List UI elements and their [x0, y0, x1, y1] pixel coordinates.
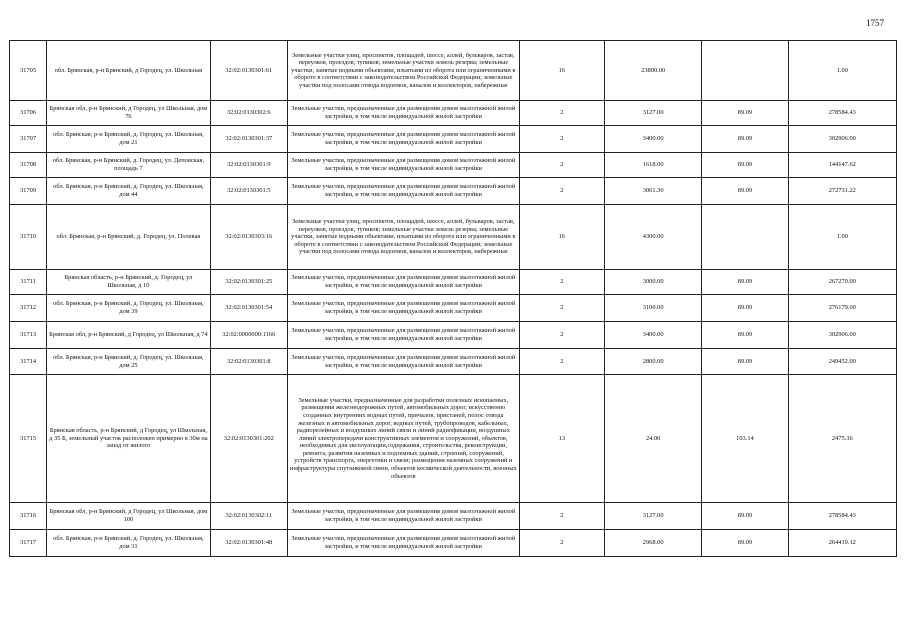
- record-id-cell: 31716: [10, 503, 47, 530]
- cadastral-number-cell: 32:02:0130301:8: [210, 349, 287, 375]
- rate-cell: 89.09: [702, 349, 788, 375]
- rate-cell: 89.09: [702, 153, 788, 178]
- land-use-cell: Земельные участки, предназначенные для разработки полезных ископаемых, размещения железнодорожных путей, автомобильных дорог, искусственно созданных внутренних водных путей, причалов, пристаней, полос отвода железных и автомобильных дорог, водных путей, трубопроводов, кабельных, радиорелейных и воздушных линий связи и линий радиофикации, воздушных линий электропередачи конструктивных элементов и сооружений, объектов, необходимых для эксплуатации,содержания, строительства, реконструкции, ремонта, развития наземных и подземных зданий, строений, сооружений, устройств транспорта, энергетики и связи; размещения наземных сооружений и инфраструктуры спутниковой связи, объектов космической деятельности, военных объектов: [287, 375, 519, 503]
- record-id-cell: 31715: [10, 375, 47, 503]
- cadastral-value-cell: 272731.22: [788, 178, 896, 205]
- group-cell: 13: [519, 375, 604, 503]
- cadastral-value-cell: 267270.00: [788, 270, 896, 295]
- record-id-cell: 31708: [10, 153, 47, 178]
- record-id-cell: 31711: [10, 270, 47, 295]
- cadastral-value-cell: 302906.00: [788, 126, 896, 153]
- area-cell: 3127.00: [604, 101, 701, 126]
- cadastral-number-cell: 32:02:0130301:54: [210, 295, 287, 322]
- area-cell: 24.00: [604, 375, 701, 503]
- table-row: [10, 153, 897, 178]
- area-cell: 3061.30: [604, 178, 701, 205]
- cadastral-value-cell: 2475.36: [788, 375, 896, 503]
- cadastral-value-table: [9, 40, 897, 557]
- address-cell: обл. Брянская, р-н Брянский, д. Городец, ул. Деповская, площадь 7: [47, 153, 211, 178]
- cadastral-value-cell: 1.00: [788, 41, 896, 101]
- address-cell: Брянская область, р-н Брянский, д. Городец, ул Школьная, д 10: [47, 270, 211, 295]
- area-cell: 3100.00: [604, 295, 701, 322]
- address-cell: обл. Брянская, р-н Брянский, д. Городец, ул. Школьная, дом 44: [47, 178, 211, 205]
- table-row: [10, 101, 897, 126]
- rate-cell: 89.09: [702, 503, 788, 530]
- table-row: [10, 126, 897, 153]
- address-cell: Брянская обл, р-н Брянский, д Городец, ул Школьная, д 74: [47, 322, 211, 349]
- address-cell: обл. Брянская, р-н Брянский, д. Городец, ул. Школьная, дом 21: [47, 126, 211, 153]
- cadastral-number-cell: 32:02:0130301:48: [210, 530, 287, 557]
- land-use-cell: Земельные участки, предназначенные для размещения домов малоэтажной жилой застройки, в том числе индивидуальной жилой застройки: [287, 322, 519, 349]
- rate-cell: [702, 205, 788, 270]
- table-row: [10, 270, 897, 295]
- land-use-cell: Земельные участки, предназначенные для размещения домов малоэтажной жилой застройки, в том числе индивидуальной жилой застройки: [287, 153, 519, 178]
- record-id-cell: 31705: [10, 41, 47, 101]
- rate-cell: 89.09: [702, 270, 788, 295]
- group-cell: 2: [519, 178, 604, 205]
- cadastral-value-cell: 249452.00: [788, 349, 896, 375]
- group-cell: 2: [519, 270, 604, 295]
- record-id-cell: 31709: [10, 178, 47, 205]
- rate-cell: 89.09: [702, 101, 788, 126]
- record-id-cell: 31706: [10, 101, 47, 126]
- land-use-cell: Земельные участки, предназначенные для размещения домов малоэтажной жилой застройки, в том числе индивидуальной жилой застройки: [287, 178, 519, 205]
- cadastral-value-cell: 264419.12: [788, 530, 896, 557]
- land-use-cell: Земельные участки улиц, проспектов, площадей, шоссе, аллей, бульваров, застав, переулков, проездов, тупиков; земельные участки земель резерва; земельные участки, занятые водными объектами, изъятыми из оборота или ограниченными в обороте в соответствии с законодательством Российской Федерации; земельные участки под полосами отвода водоемов, каналов и коллекторов, набережные: [287, 205, 519, 270]
- area-cell: 2800.00: [604, 349, 701, 375]
- rate-cell: 89.09: [702, 126, 788, 153]
- area-cell: 3000.00: [604, 270, 701, 295]
- group-cell: 16: [519, 205, 604, 270]
- cadastral-number-cell: 32:02:0130301:9: [210, 153, 287, 178]
- cadastral-value-cell: 144147.62: [788, 153, 896, 178]
- rate-cell: 89.09: [702, 322, 788, 349]
- area-cell: 3400.00: [604, 126, 701, 153]
- cadastral-number-cell: 32:02:0000000:1166: [210, 322, 287, 349]
- address-cell: обл. Брянская, р-н Брянский, д. Городец, ул. Школьная, дом 25: [47, 349, 211, 375]
- rate-cell: 89.09: [702, 530, 788, 557]
- group-cell: 2: [519, 295, 604, 322]
- record-id-cell: 31714: [10, 349, 47, 375]
- cadastral-value-cell: 302906.00: [788, 322, 896, 349]
- table-row: [10, 503, 897, 530]
- address-cell: обл. Брянская, р-н Брянский, д. Городец, ул. Полевая: [47, 205, 211, 270]
- address-cell: обл. Брянская, р-н Брянский, д. Городец, ул. Школьная, дом 39: [47, 295, 211, 322]
- land-use-cell: Земельные участки улиц, проспектов, площадей, шоссе, аллей, бульваров, застав, переулков, проездов, тупиков; земельные участки земель резерва; земельные участки, занятые водными объектами, изъятыми из оборота или ограниченными в обороте в соответствии с законодательством Российской Федерации; земельные участки под полосами отвода водоемов, каналов и коллекторов, набережные: [287, 41, 519, 101]
- address-cell: Брянская обл, р-н Брянский, д Городец, ул Школьная, дом 76: [47, 101, 211, 126]
- land-use-cell: Земельные участки, предназначенные для размещения домов малоэтажной жилой застройки, в том числе индивидуальной жилой застройки: [287, 530, 519, 557]
- record-id-cell: 31710: [10, 205, 47, 270]
- table-row: [10, 205, 897, 270]
- page-number: 1757: [866, 18, 884, 28]
- group-cell: 2: [519, 126, 604, 153]
- table-row: [10, 349, 897, 375]
- record-id-cell: 31707: [10, 126, 47, 153]
- group-cell: 2: [519, 349, 604, 375]
- land-use-cell: Земельные участки, предназначенные для размещения домов малоэтажной жилой застройки, в том числе индивидуальной жилой застройки: [287, 503, 519, 530]
- area-cell: 3400.00: [604, 322, 701, 349]
- rate-cell: 89.09: [702, 295, 788, 322]
- table-row: [10, 322, 897, 349]
- address-cell: Брянская обл, р-н Брянский, д Городец, ул Школьная, дом 100: [47, 503, 211, 530]
- table-body: [10, 41, 897, 557]
- table-row: [10, 530, 897, 557]
- rate-cell: 89.09: [702, 178, 788, 205]
- group-cell: 2: [519, 322, 604, 349]
- rate-cell: [702, 41, 788, 101]
- cadastral-number-cell: 32:02:0130301:202: [210, 375, 287, 503]
- cadastral-number-cell: 32:02:0130301:37: [210, 126, 287, 153]
- cadastral-number-cell: 32:02:0130301:5: [210, 178, 287, 205]
- cadastral-value-cell: 1.00: [788, 205, 896, 270]
- group-cell: 2: [519, 153, 604, 178]
- area-cell: 1618.00: [604, 153, 701, 178]
- cadastral-number-cell: 32:02:0130302:11: [210, 503, 287, 530]
- cadastral-number-cell: 32:02:0130301:25: [210, 270, 287, 295]
- group-cell: 2: [519, 503, 604, 530]
- record-id-cell: 31712: [10, 295, 47, 322]
- land-use-cell: Земельные участки, предназначенные для размещения домов малоэтажной жилой застройки, в том числе индивидуальной жилой застройки: [287, 295, 519, 322]
- land-use-cell: Земельные участки, предназначенные для размещения домов малоэтажной жилой застройки, в том числе индивидуальной жилой застройки: [287, 101, 519, 126]
- group-cell: 2: [519, 101, 604, 126]
- cadastral-value-cell: 278584.43: [788, 503, 896, 530]
- address-cell: обл. Брянская, р-н Брянский, д Городец, ул. Школьная: [47, 41, 211, 101]
- table-row: [10, 178, 897, 205]
- cadastral-number-cell: 32:02:0130301:61: [210, 41, 287, 101]
- table-row: [10, 41, 897, 101]
- address-cell: обл. Брянская, р-н Брянский, д. Городец, ул. Школьная, дом 31: [47, 530, 211, 557]
- cadastral-number-cell: 32:02:0130303:16: [210, 205, 287, 270]
- address-cell: Брянская область, р-н Брянский, д Городец, ул Школьная, д 35 Б, земельный участок расположен примерно в 30м на запад от жилого: [47, 375, 211, 503]
- rate-cell: 103.14: [702, 375, 788, 503]
- area-cell: 2968.00: [604, 530, 701, 557]
- land-use-cell: Земельные участки, предназначенные для размещения домов малоэтажной жилой застройки, в том числе индивидуальной жилой застройки: [287, 270, 519, 295]
- group-cell: 16: [519, 41, 604, 101]
- land-use-cell: Земельные участки, предназначенные для размещения домов малоэтажной жилой застройки, в том числе индивидуальной жилой застройки: [287, 349, 519, 375]
- area-cell: 23800.00: [604, 41, 701, 101]
- record-id-cell: 31713: [10, 322, 47, 349]
- group-cell: 2: [519, 530, 604, 557]
- cadastral-value-cell: 276179.00: [788, 295, 896, 322]
- area-cell: 4300.00: [604, 205, 701, 270]
- record-id-cell: 31717: [10, 530, 47, 557]
- table-row: [10, 295, 897, 322]
- cadastral-number-cell: 32:02:0130302:6: [210, 101, 287, 126]
- area-cell: 3127.00: [604, 503, 701, 530]
- land-use-cell: Земельные участки, предназначенные для размещения домов малоэтажной жилой застройки, в том числе индивидуальной жилой застройки: [287, 126, 519, 153]
- table-row: [10, 375, 897, 503]
- cadastral-value-cell: 278584.43: [788, 101, 896, 126]
